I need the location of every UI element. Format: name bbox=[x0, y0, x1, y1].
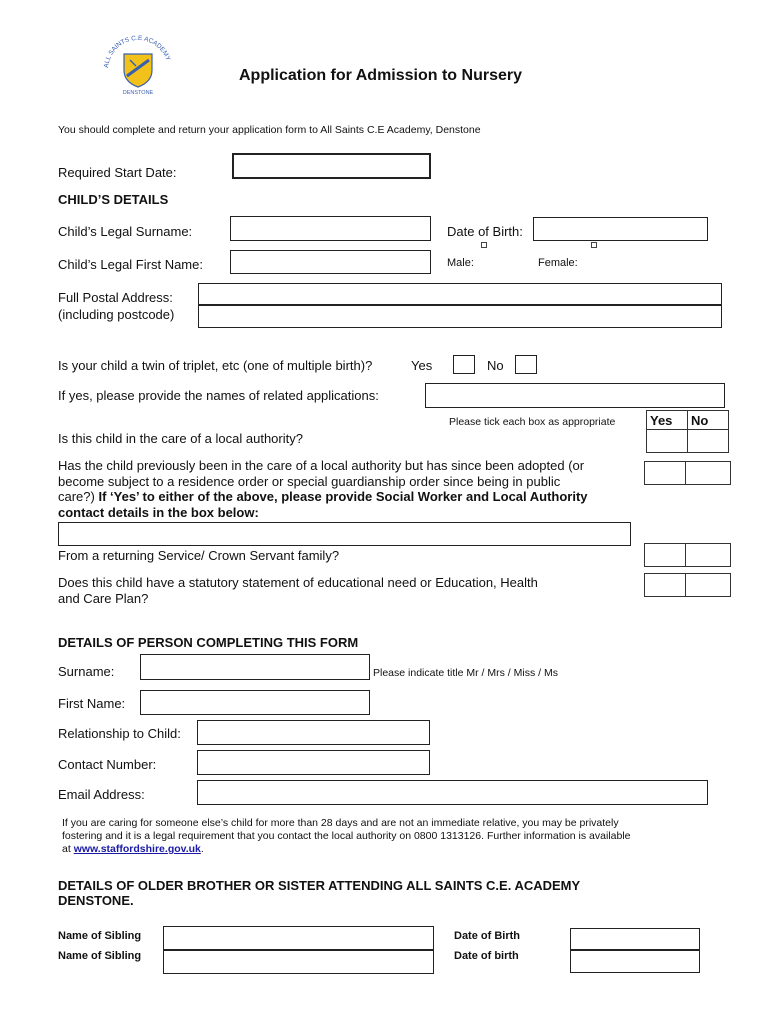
person-first-name-field[interactable] bbox=[140, 690, 370, 715]
sibling-name-field-1[interactable] bbox=[163, 926, 434, 950]
care-q2-no-cell[interactable] bbox=[686, 462, 731, 485]
fostering-line1: If you are caring for someone else’s child for more than 28 days and are not an immediate relative, you may be privately bbox=[62, 817, 619, 829]
twin-no-checkbox[interactable] bbox=[515, 355, 537, 374]
person-surname-field[interactable] bbox=[140, 654, 370, 680]
care-q4-line2: and Care Plan? bbox=[58, 591, 149, 606]
person-first-name-label: First Name: bbox=[58, 696, 126, 711]
child-dob-field[interactable] bbox=[533, 217, 708, 241]
intro-text: You should complete and return your application form to All Saints C.E Academy, Denstone bbox=[58, 124, 481, 136]
relationship-field[interactable] bbox=[197, 720, 430, 745]
school-logo bbox=[100, 30, 176, 96]
surname-label: Child’s Legal Surname: bbox=[58, 224, 193, 239]
sibling-dob-field-1[interactable] bbox=[570, 928, 700, 950]
fostering-line3: at bbox=[62, 843, 74, 855]
sibling-name-label-2: Name of Sibling bbox=[58, 950, 142, 962]
twin-yes-label: Yes bbox=[411, 358, 433, 373]
title-note: Please indicate title Mr / Mrs / Miss / Ms bbox=[373, 667, 558, 679]
care-q4-no-cell[interactable] bbox=[686, 574, 731, 597]
logo-arc-text: ALL SAINTS C.E ACADEMY bbox=[103, 34, 172, 69]
care-q4-line1: Does this child have a statutory statement of educational need or Education, Health bbox=[58, 575, 538, 590]
male-label: Male: bbox=[447, 257, 474, 269]
relationship-label: Relationship to Child: bbox=[58, 726, 181, 741]
care-q3-checkboxes bbox=[644, 543, 731, 567]
care-q2-line2: become subject to a residence order or special guardianship order since being in public bbox=[58, 473, 561, 489]
address-label-line2: (including postcode) bbox=[58, 307, 175, 322]
yes-column-header: Yes bbox=[647, 411, 688, 430]
twin-question: Is your child a twin of triplet, etc (one of multiple birth)? bbox=[58, 358, 373, 373]
no-column-header: No bbox=[688, 411, 729, 430]
siblings-heading-line2: DENSTONE. bbox=[58, 893, 134, 908]
dob-label: Date of Birth: bbox=[447, 224, 523, 239]
care-q2-instruction-cont: contact details in the box below: bbox=[58, 504, 259, 520]
twin-no-label: No bbox=[487, 358, 504, 373]
sibling-dob-label-1: Date of Birth bbox=[454, 930, 520, 942]
care-q2-checkboxes bbox=[644, 461, 731, 485]
child-first-name-field[interactable] bbox=[230, 250, 431, 274]
care-q4-text bbox=[58, 575, 538, 607]
care-q3-no-cell[interactable] bbox=[686, 544, 731, 567]
care-q2-line3: care?) bbox=[58, 489, 99, 504]
care-q2-yes-cell[interactable] bbox=[645, 462, 686, 485]
sibling-name-label-1: Name of Sibling bbox=[58, 930, 142, 942]
first-name-label: Child’s Legal First Name: bbox=[58, 257, 203, 272]
female-checkbox[interactable] bbox=[591, 242, 597, 248]
care-yes-no-table bbox=[646, 410, 729, 453]
sibling-dob-label-2: Date of birth bbox=[454, 950, 519, 962]
care-q3-yes-cell[interactable] bbox=[645, 544, 686, 567]
childs-details-heading: CHILD’S DETAILS bbox=[58, 192, 169, 207]
social-worker-details-field[interactable] bbox=[58, 522, 631, 546]
sibling-dob-field-2[interactable] bbox=[570, 950, 700, 973]
person-heading: DETAILS OF PERSON COMPLETING THIS FORM bbox=[58, 635, 359, 650]
siblings-heading-line1: DETAILS OF OLDER BROTHER OR SISTER ATTENDING ALL SAINTS C.E. ACADEMY bbox=[58, 878, 581, 893]
siblings-heading bbox=[58, 878, 580, 908]
care-q3-text: From a returning Service/ Crown Servant family? bbox=[58, 548, 340, 563]
required-start-date-label: Required Start Date: bbox=[58, 165, 177, 180]
logo-motto: DENSTONE bbox=[122, 90, 154, 96]
care-q4-yes-cell[interactable] bbox=[645, 574, 686, 597]
related-applications-field[interactable] bbox=[425, 383, 725, 408]
address-field-line1[interactable] bbox=[198, 283, 722, 305]
care-q1-no-cell[interactable] bbox=[688, 430, 729, 453]
fostering-line3-end: . bbox=[200, 843, 204, 855]
contact-number-label: Contact Number: bbox=[58, 757, 157, 772]
tick-note: Please tick each box as appropriate bbox=[449, 416, 616, 428]
address-label-line1: Full Postal Address: bbox=[58, 290, 173, 305]
male-checkbox[interactable] bbox=[481, 242, 487, 248]
care-q2-instruction: If ‘Yes’ to either of the above, please provide Social Worker and Local Authority bbox=[98, 489, 588, 504]
related-applications-label: If yes, please provide the names of related applications: bbox=[58, 388, 379, 403]
page-title: Application for Admission to Nursery bbox=[239, 67, 522, 84]
required-start-date-field[interactable] bbox=[232, 153, 431, 179]
person-surname-label: Surname: bbox=[58, 664, 115, 679]
care-q2-line1: Has the child previously been in the care of a local authority but has since been adopted (or bbox=[58, 458, 585, 473]
twin-yes-checkbox[interactable] bbox=[453, 355, 475, 374]
address-field-line2[interactable] bbox=[198, 305, 722, 328]
care-q1-text: Is this child in the care of a local authority? bbox=[58, 431, 303, 446]
fostering-line2: fostering and it is a legal requirement that you contact the local authority on 0800 1313126. Further information is available bbox=[62, 830, 631, 842]
staffordshire-link[interactable]: www.staffordshire.gov.uk bbox=[73, 843, 201, 855]
female-label: Female: bbox=[538, 257, 578, 269]
care-q4-checkboxes bbox=[644, 573, 731, 597]
fostering-note bbox=[62, 817, 631, 856]
email-field[interactable] bbox=[197, 780, 708, 805]
care-q1-yes-cell[interactable] bbox=[647, 430, 688, 453]
email-label: Email Address: bbox=[58, 787, 145, 802]
sibling-name-field-2[interactable] bbox=[163, 950, 434, 974]
care-q2-text bbox=[58, 458, 588, 520]
child-surname-field[interactable] bbox=[230, 216, 431, 241]
contact-number-field[interactable] bbox=[197, 750, 430, 775]
